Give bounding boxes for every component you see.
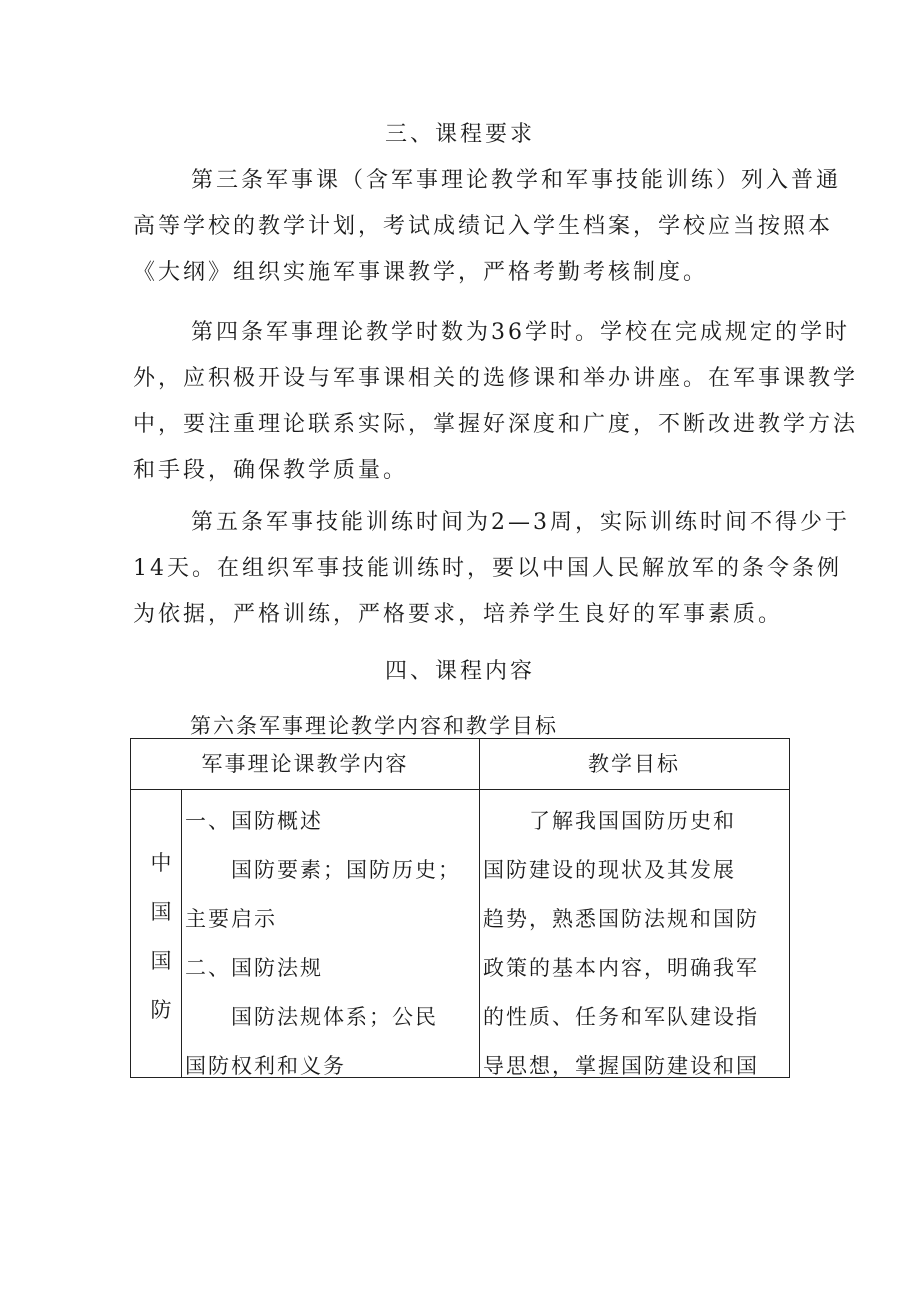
content-line: 二、国防法规 (185, 956, 323, 980)
article-5-paragraph (133, 500, 850, 638)
paragraph-line: 14天。在组织军事技能训练时，要以中国人民解放军的条令条例 (133, 556, 842, 581)
category-char: 防 (150, 998, 172, 1022)
objective-line: 政策的基本内容，明确我军 (483, 956, 759, 980)
paragraph-line: 第五条军事技能训练时间为2—3周，实际训练时间不得少于 (191, 510, 850, 535)
article-3-paragraph (133, 158, 842, 296)
column-divider (479, 739, 480, 1077)
paragraph-line: 中，要注重理论联系实际，掌握好深度和广度，不断改进教学方法 (133, 412, 859, 437)
objective-line: 趋势，熟悉国防法规和国防 (483, 907, 759, 931)
category-char: 中 (150, 851, 172, 875)
article-4-paragraph (133, 310, 859, 494)
category-divider (181, 789, 182, 1077)
paragraph-line: 第四条军事理论教学时数为36学时。学校在完成规定的学时 (191, 320, 850, 345)
paragraph-line: 《大纲》组织实施军事课教学，严格考勤考核制度。 (133, 260, 709, 285)
category-label (149, 839, 173, 1035)
content-line: 一、国防概述 (185, 809, 323, 833)
column-header-content: 军事理论课教学内容 (201, 752, 409, 776)
table-caption: 第六条军事理论教学内容和教学目标 (190, 714, 558, 738)
content-line: 国防法规体系；公民 (185, 1005, 438, 1029)
section-heading-course-requirements: 三、课程要求 (384, 122, 535, 147)
column-header-objective: 教学目标 (588, 752, 680, 776)
paragraph-line: 高等学校的教学计划，考试成绩记入学生档案，学校应当按照本 (133, 214, 834, 239)
paragraph-line: 为依据，严格训练，严格要求，培养学生良好的军事素质。 (133, 602, 784, 627)
paragraph-line: 外，应积极开设与军事课相关的选修课和举办讲座。在军事课教学 (133, 366, 859, 391)
category-char: 国 (150, 900, 172, 924)
objective-cell (483, 797, 759, 1091)
content-line: 国防要素；国防历史； (185, 858, 461, 882)
objective-line: 了解我国国防历史和 (483, 809, 736, 833)
content-cell (185, 797, 461, 1091)
paragraph-line: 第三条军事课（含军事理论教学和军事技能训练）列入普通 (191, 168, 842, 193)
section-heading-course-content: 四、课程内容 (384, 659, 535, 684)
header-divider (131, 789, 789, 790)
objective-line: 国防建设的现状及其发展 (483, 858, 736, 882)
objective-line: 导思想，掌握国防建设和国 (483, 1054, 759, 1078)
content-line: 国防权利和义务 (185, 1054, 346, 1078)
content-line: 主要启示 (185, 907, 277, 931)
category-char: 国 (150, 949, 172, 973)
paragraph-line: 和手段，确保教学质量。 (133, 458, 409, 483)
curriculum-table (130, 738, 790, 1078)
objective-line: 的性质、任务和军队建设指 (483, 1005, 759, 1029)
